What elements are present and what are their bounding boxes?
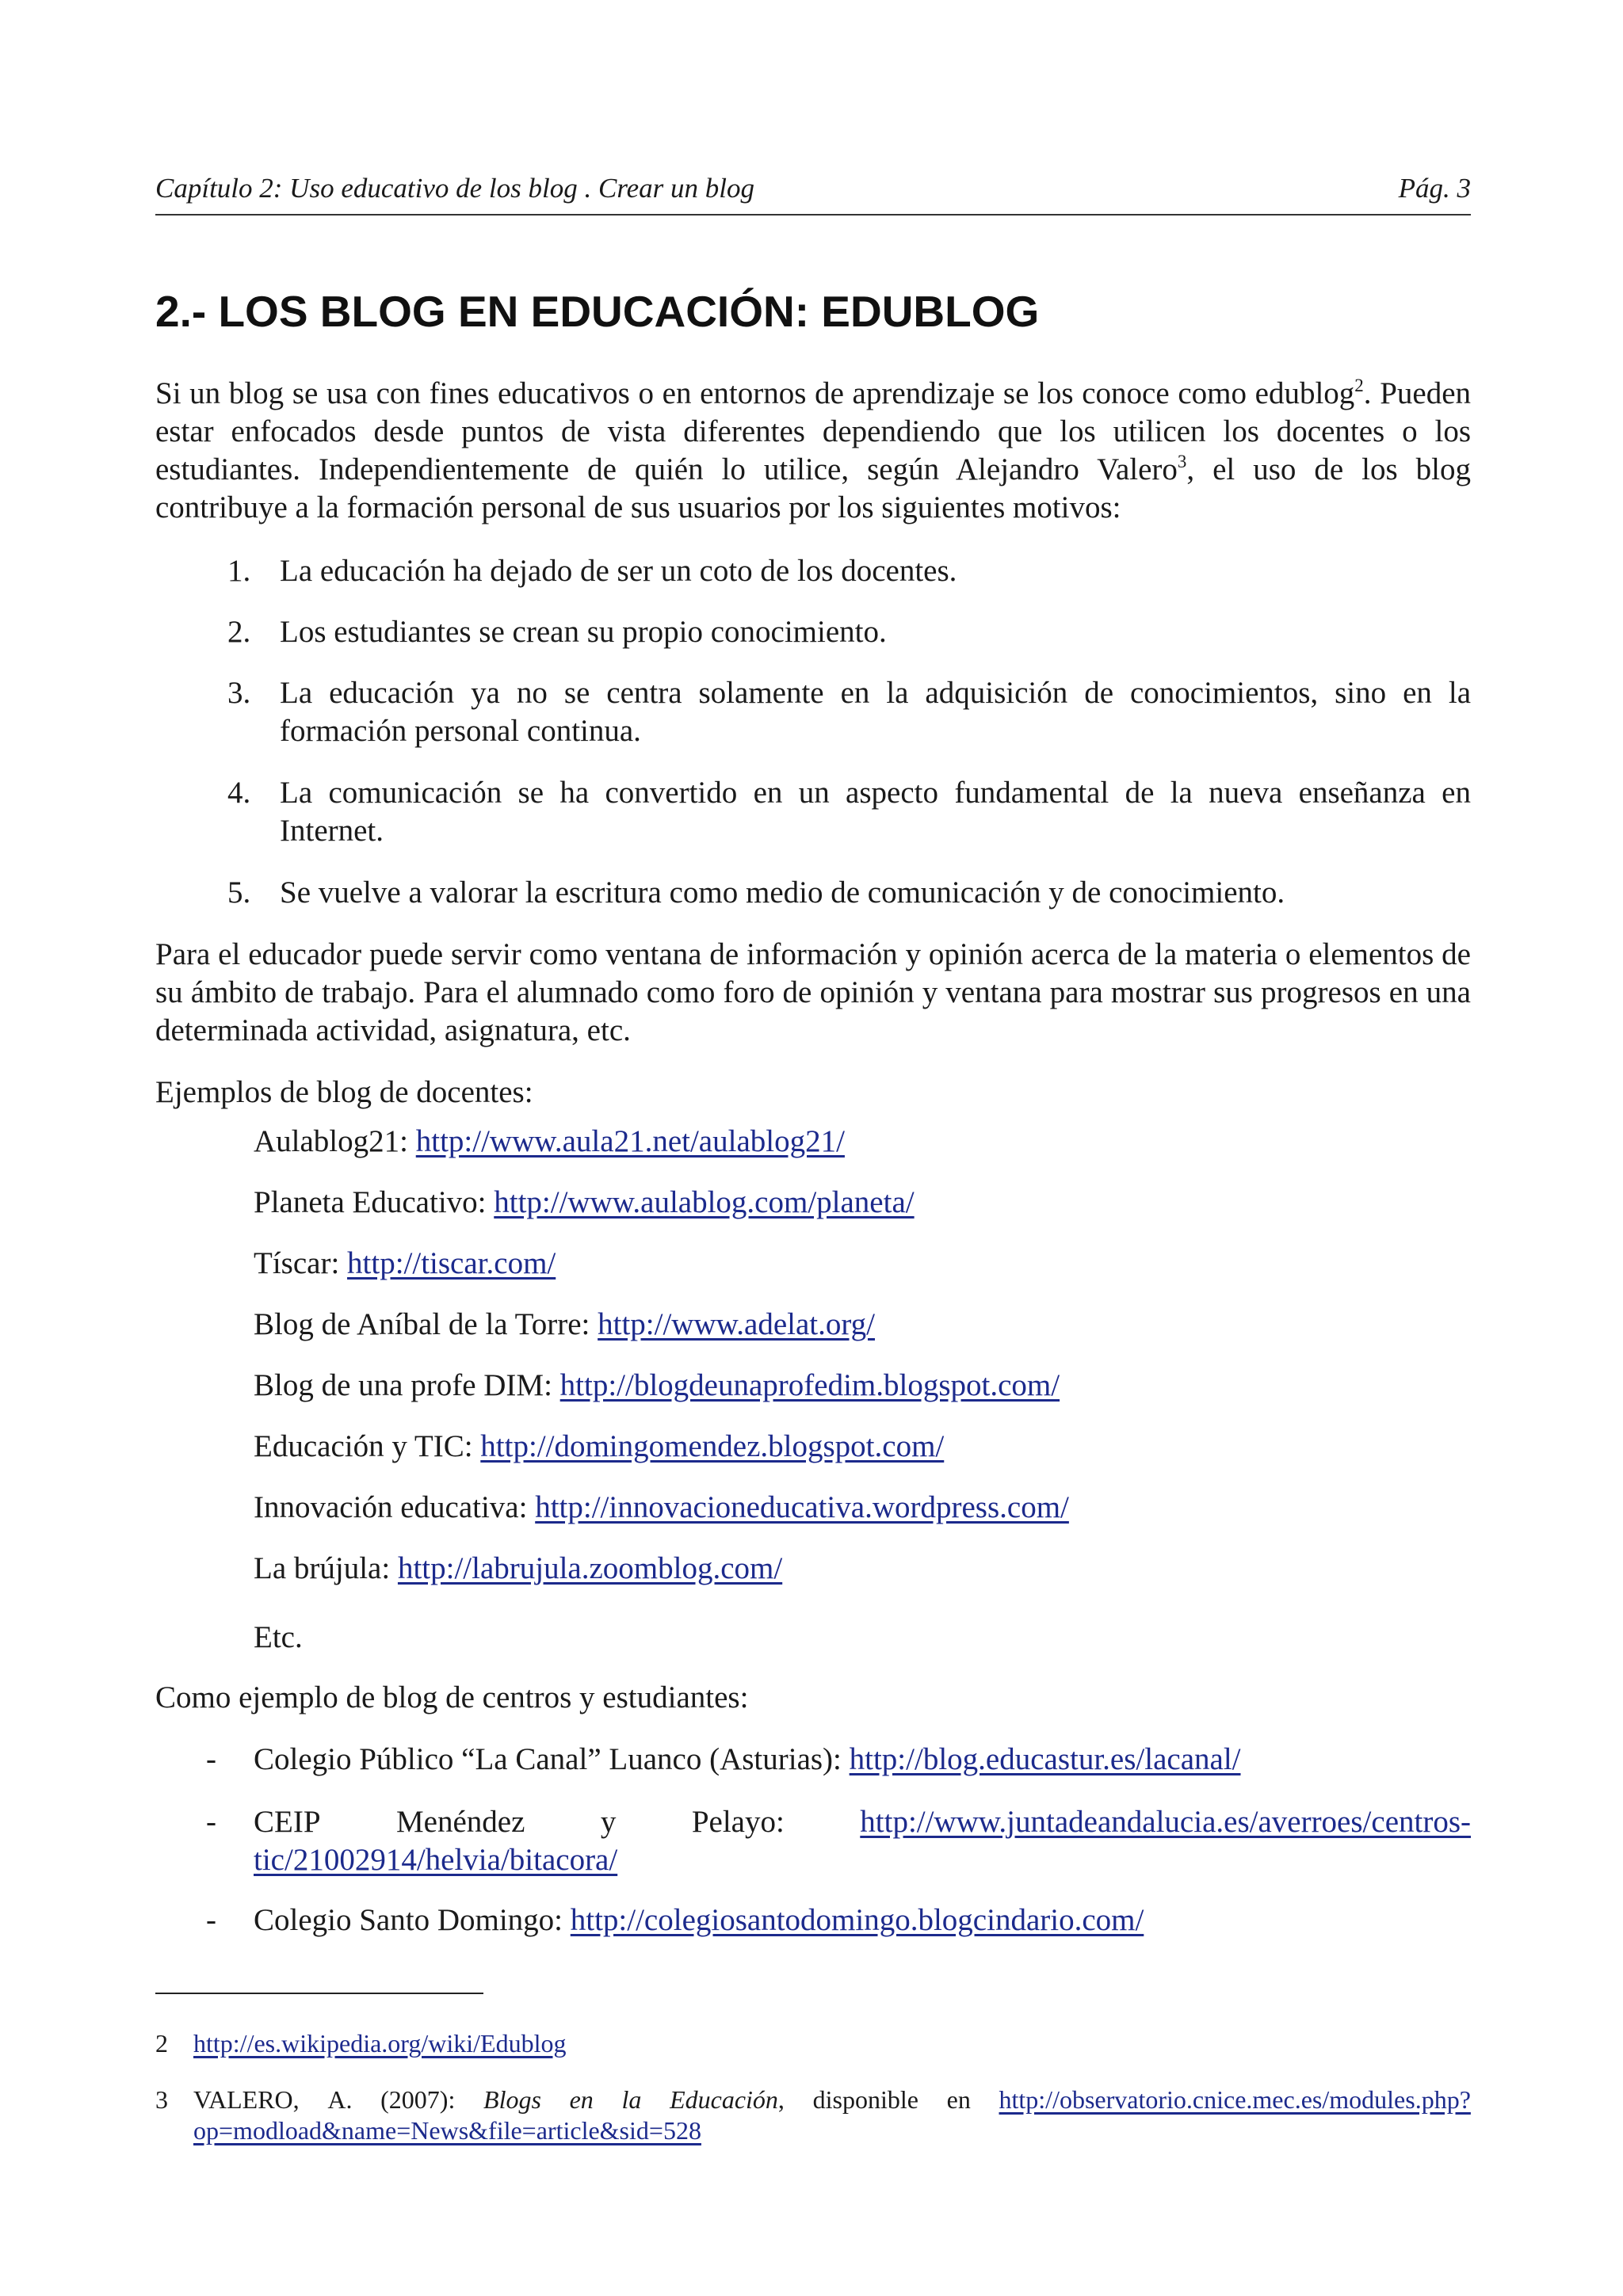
footnote-ref-2[interactable]: 2 <box>1354 376 1364 395</box>
citation-word: disponible <box>812 2085 918 2114</box>
blog-link-continued[interactable]: tic/21002914/helvia/bitacora/ <box>254 1843 618 1877</box>
footnote-ref-3[interactable]: 3 <box>1177 452 1187 471</box>
blog-label: La brújula: <box>254 1551 398 1585</box>
header-page-number: Pág. 3 <box>1398 173 1471 204</box>
blog-link[interactable]: http://labrujula.zoomblog.com/ <box>397 1551 783 1585</box>
blog-label-word: y <box>600 1805 617 1839</box>
blog-link[interactable]: http://tiscar.com/ <box>347 1246 556 1280</box>
blog-link[interactable]: http://domingomendez.blogspot.com/ <box>480 1429 945 1463</box>
footnote-link[interactable]: http://observatorio.cnice.mec.es/modules.php? <box>999 2085 1471 2114</box>
teacher-blog-item <box>254 1550 1474 1588</box>
school-blog-text <box>254 1741 1471 1779</box>
blog-link[interactable]: http://www.aulablog.com/planeta/ <box>494 1185 915 1219</box>
running-header <box>155 171 1471 215</box>
footnote-number: 2 <box>155 2029 168 2058</box>
item-text: La comunicación se ha convertido en un aspecto fundamental de la nueva enseñanza en Internet. <box>280 776 1471 848</box>
citation-word: en <box>946 2085 971 2114</box>
citation-title-word: Blogs <box>483 2085 541 2114</box>
citation-word: A. <box>327 2085 353 2114</box>
educator-paragraph: Para el educador puede servir como ventana de información y opinión acerca de la materia o elementos de su ámbito de trabajo. Para el alumnado como foro de opinión y ventana para mostrar sus progresos en una determinada actividad, asignatura, etc. <box>155 937 1471 1047</box>
blog-link[interactable]: http://www.adelat.org/ <box>598 1307 875 1341</box>
teacher-blogs-etc: Etc. <box>254 1620 303 1654</box>
item-number: 4. <box>227 776 251 810</box>
teacher-blog-item <box>254 1428 1474 1466</box>
dash-marker: - <box>206 1742 216 1776</box>
footnote-text <box>193 2084 1471 2146</box>
citation-title-word: en <box>569 2085 594 2114</box>
school-blog-text <box>254 1901 1471 1939</box>
footnote-number: 3 <box>155 2085 168 2114</box>
item-text: La educación ha dejado de ser un coto de los docentes. <box>280 554 957 588</box>
item-number: 5. <box>227 875 251 910</box>
blog-label-word: CEIP <box>254 1805 321 1839</box>
justified-line <box>193 2084 1471 2115</box>
blog-link[interactable]: http://www.juntadeandalucia.es/averroes/centros- <box>860 1805 1471 1839</box>
header-chapter: Capítulo 2: Uso educativo de los blog . Crear un blog <box>155 173 755 204</box>
blog-label: Aulablog21: <box>254 1124 416 1158</box>
blog-label: Colegio Público “La Canal” Luanco (Asturias): <box>254 1742 850 1776</box>
intro-text: , el uso de los blog contribuye a la formación personal de sus usuarios por los siguientes motivos: <box>155 452 1471 524</box>
footnote-text <box>193 2028 1471 2059</box>
dash-marker: - <box>206 1903 216 1937</box>
school-blog-text <box>254 1803 1471 1879</box>
citation-word: VALERO, <box>193 2085 300 2114</box>
item-text: Se vuelve a valorar la escritura como medio de comunicación y de conocimiento. <box>280 875 1285 910</box>
intro-paragraph <box>155 375 1471 527</box>
blog-link[interactable]: http://innovacioneducativa.wordpress.com/ <box>535 1490 1069 1524</box>
blog-label: Innovación educativa: <box>254 1490 536 1524</box>
teacher-blog-item <box>254 1489 1474 1527</box>
item-text: Los estudiantes se crean su propio conocimiento. <box>280 615 887 649</box>
intro-text: Si un blog se usa con fines educativos o en entornos de aprendizaje se los conoce como edublog <box>155 376 1355 410</box>
citation-title-word: Educación <box>670 2085 778 2114</box>
blog-link[interactable]: http://blog.educastur.es/lacanal/ <box>849 1742 1241 1776</box>
teacher-blog-item <box>254 1367 1474 1405</box>
school-blogs-heading: Como ejemplo de blog de centros y estudiantes: <box>155 1680 749 1714</box>
blog-label-word: Menéndez <box>395 1805 525 1839</box>
blog-label: Planeta Educativo: <box>254 1185 495 1219</box>
footnote-link[interactable]: http://es.wikipedia.org/wiki/Edublog <box>193 2029 567 2058</box>
footnote-separator <box>155 1993 483 1994</box>
item-number: 3. <box>227 676 251 710</box>
citation-punctuation: , <box>777 2085 785 2114</box>
justified-line <box>254 1803 1471 1841</box>
footnote-link-continued[interactable]: op=modload&name=News&file=article&sid=528 <box>193 2116 701 2145</box>
blog-link[interactable]: http://colegiosantodomingo.blogcindario.com/ <box>570 1903 1144 1937</box>
dash-marker: - <box>206 1805 216 1839</box>
blog-label-word: Pelayo: <box>691 1805 785 1839</box>
citation-title-end <box>670 2084 785 2115</box>
citation-word: (2007): <box>380 2085 456 2114</box>
teacher-blog-item <box>254 1245 1474 1283</box>
blog-label: Educación y TIC: <box>254 1429 481 1463</box>
teacher-blog-item <box>254 1306 1474 1344</box>
teacher-blogs-heading: Ejemplos de blog de docentes: <box>155 1075 533 1109</box>
citation-title-word: la <box>621 2085 642 2114</box>
section-title: 2.- LOS BLOG EN EDUCACIÓN: EDUBLOG <box>155 287 1040 336</box>
blog-label: Colegio Santo Domingo: <box>254 1903 571 1937</box>
intro-text: . Pueden estar enfocados desde puntos de vista diferentes dependiendo que los utilicen los docentes o los estudiantes. Independientemente de quién lo utilice, según Alejandro Valero <box>155 376 1471 486</box>
item-number: 1. <box>227 554 251 588</box>
blog-link[interactable]: http://www.aula21.net/aulablog21/ <box>415 1124 845 1158</box>
blog-link[interactable]: http://blogdeunaprofedim.blogspot.com/ <box>559 1368 1060 1402</box>
item-number: 2. <box>227 615 251 649</box>
blog-label: Blog de una profe DIM: <box>254 1368 560 1402</box>
blog-label: Blog de Aníbal de la Torre: <box>254 1307 598 1341</box>
blog-label: Tíscar: <box>254 1246 348 1280</box>
teacher-blog-item <box>254 1184 1474 1222</box>
item-text: La educación ya no se centra solamente en la adquisición de conocimientos, sino en la formación personal continua. <box>280 676 1471 748</box>
teacher-blog-item <box>254 1123 1474 1161</box>
